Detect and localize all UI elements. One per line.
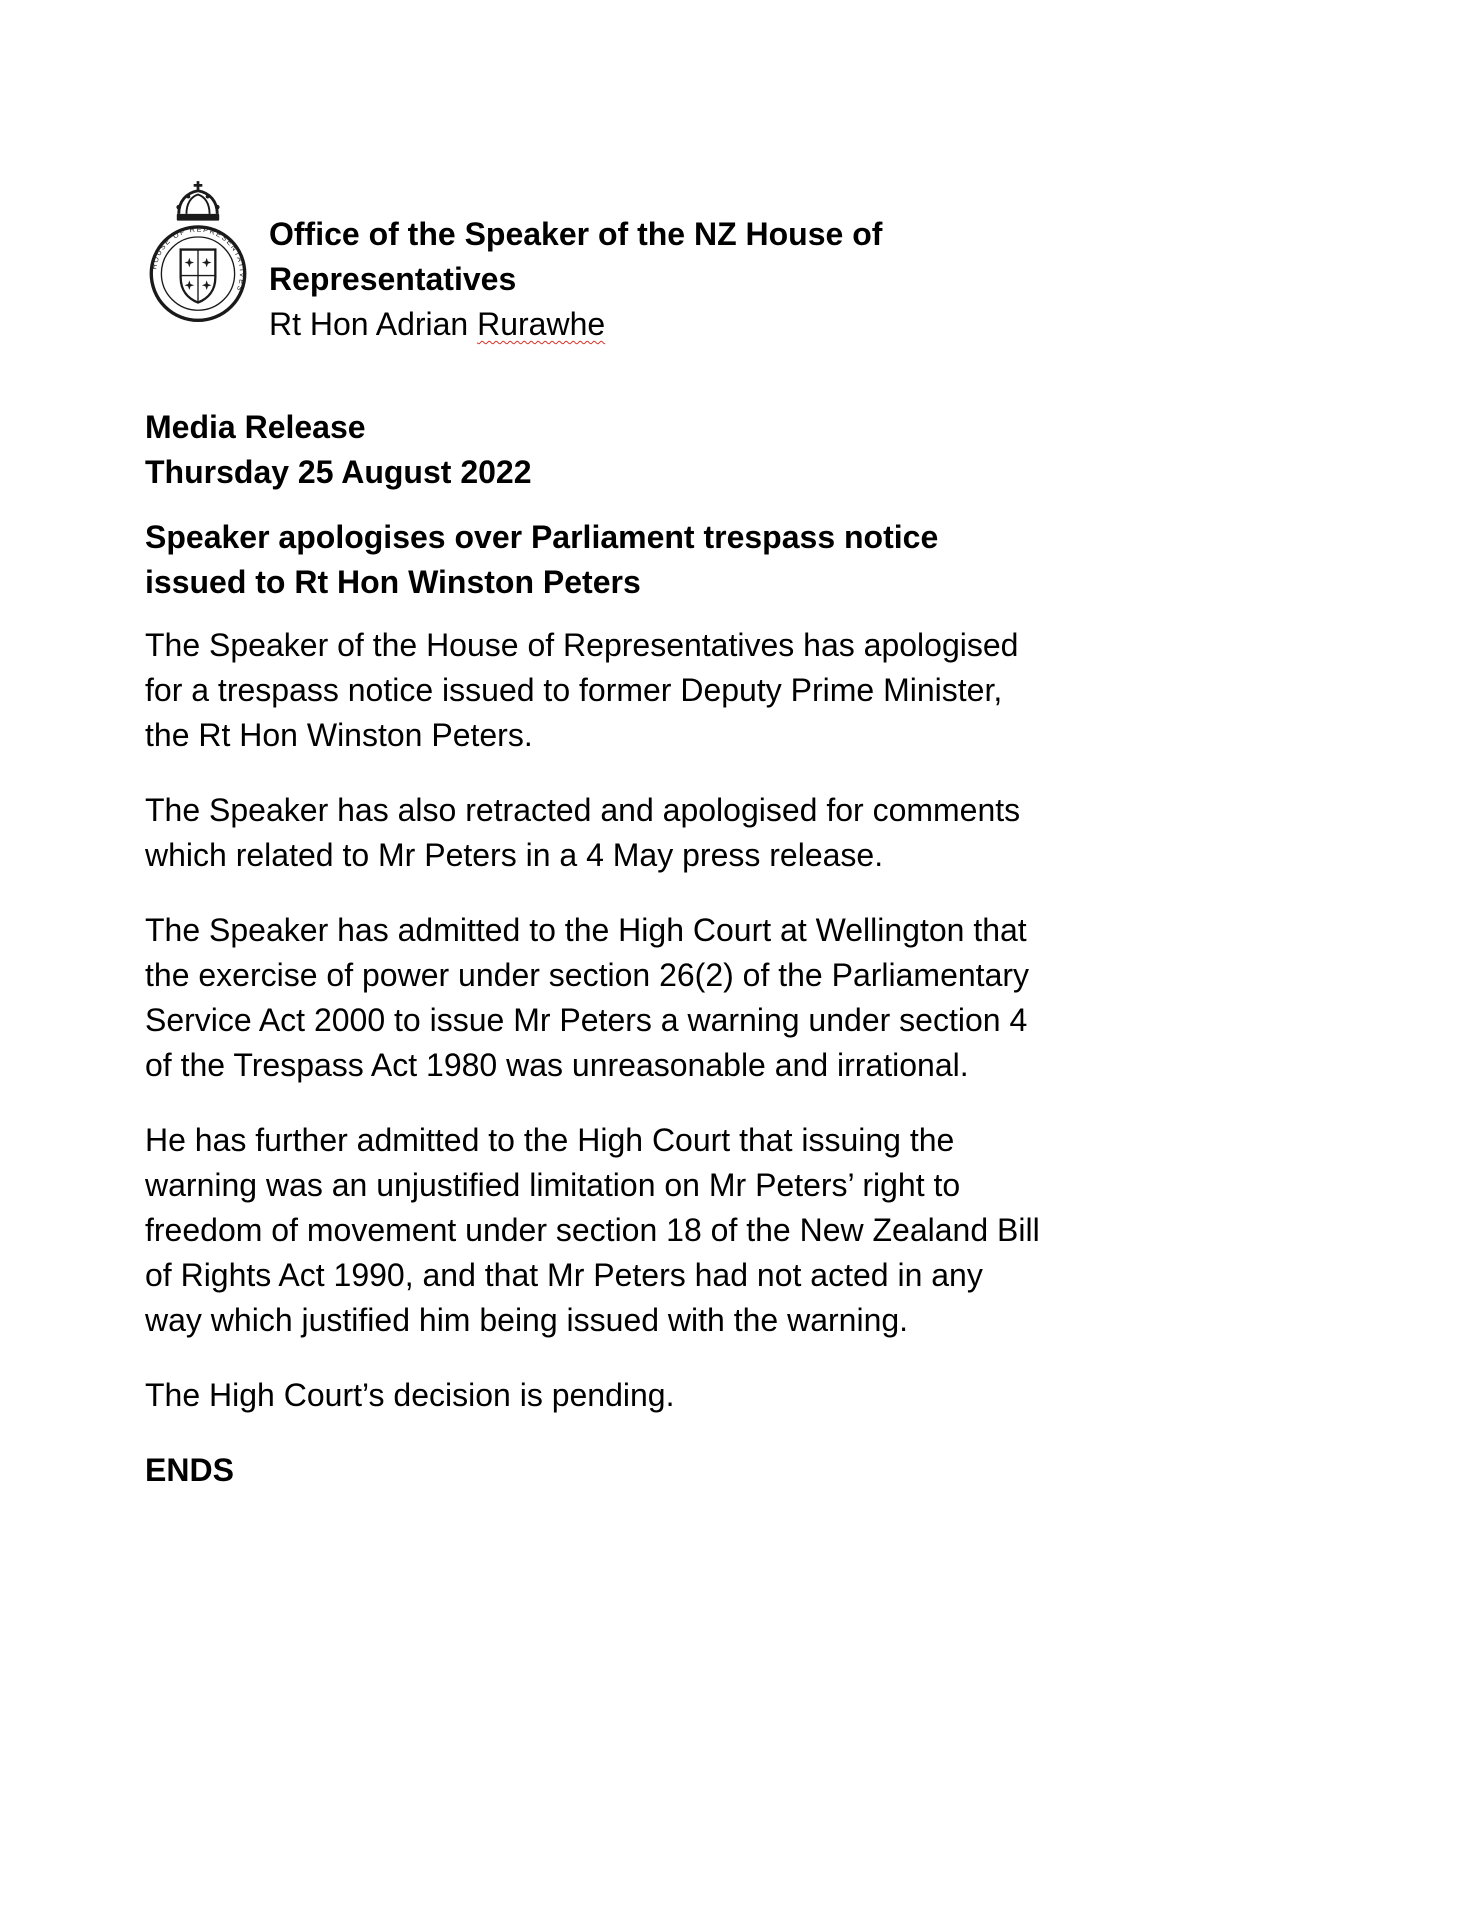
body-paragraph-2: The Speaker has also retracted and apologised for comments which related to Mr Peters in a 4 May press release.: [145, 792, 1021, 873]
body-paragraph-3: The Speaker has admitted to the High Court at Wellington that the exercise of power under section 26(2) of the Parliamentary Service Act 2000 to issue Mr Peters a warning under section 4 of the Trespass Act 1980 was unreasonable and irrational.: [145, 912, 1030, 1083]
ends-marker: ENDS: [145, 1452, 234, 1488]
release-title-line1: Speaker apologises over Parliament trespass notice: [145, 519, 939, 555]
release-kind: Media Release: [145, 409, 366, 445]
org-name-line1: Office of the Speaker of the NZ House of: [269, 216, 883, 252]
letterhead: [145, 178, 1480, 347]
release-title: [145, 515, 1047, 605]
body-paragraph-4: He has further admitted to the High Court that issuing the warning was an unjustified limitation on Mr Peters’ right to freedom of movement under section 18 of the New Zealand Bill of Rights Act 1990, and that Mr Peters had not acted in any way which justified him being issued with the warning.: [145, 1122, 1040, 1338]
speaker-surname: Rurawhe: [477, 306, 606, 342]
crest-ring-text: HOUSE OF REPRESENTATIVES: [149, 224, 248, 294]
release-date: Thursday 25 August 2022: [145, 454, 532, 490]
release-body: [145, 405, 1047, 1493]
body-paragraph-1: The Speaker of the House of Representatives has apologised for a trespass notice issued to former Deputy Prime Minister, the Rt Hon Winston Peters.: [145, 627, 1019, 753]
release-meta: [145, 405, 1047, 495]
release-title-line2: issued to Rt Hon Winston Peters: [145, 564, 641, 600]
speaker-name-prefix: Rt Hon Adrian: [269, 306, 478, 342]
org-name-line2: Representatives: [269, 261, 517, 297]
speaker-name: [269, 302, 882, 347]
body-paragraph-5: The High Court’s decision is pending.: [145, 1377, 675, 1413]
house-of-representatives-crest-icon: [145, 178, 251, 323]
letterhead-text: [269, 178, 882, 347]
